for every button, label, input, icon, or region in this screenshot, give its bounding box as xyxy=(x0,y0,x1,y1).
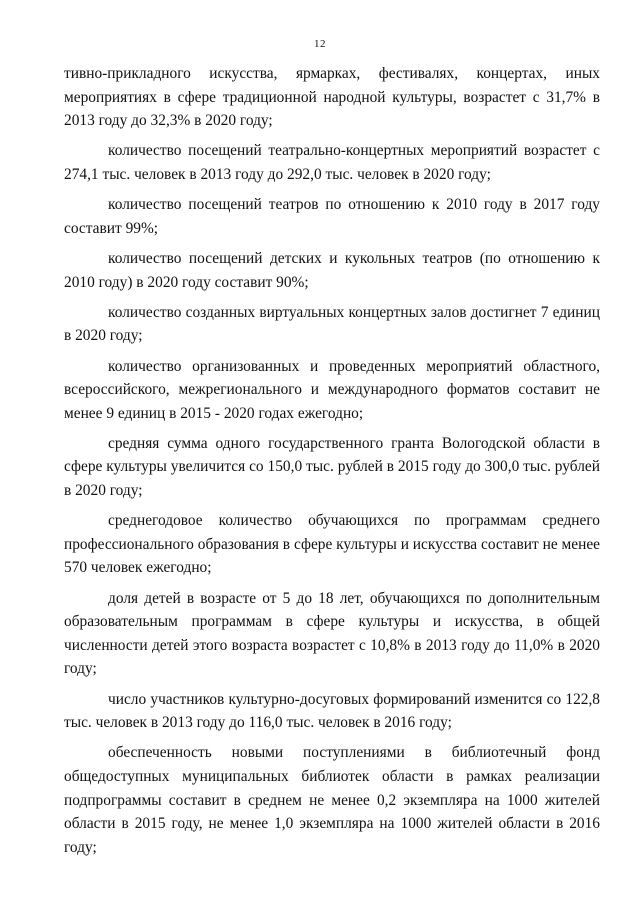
paragraph-students-count: среднегодовое количество обучающихся по программам среднего профессионального образования в сфере культуры и искусства составит не менее 570 человек ежегодно; xyxy=(64,512,600,577)
paragraph-library-fund: обеспеченность новыми поступлениями в библиотечный фонд общедоступных муниципальных библиотек области в рамках реализации подпрограммы составит в среднем не менее 0,2 экземпляра на 1000 жителей области в 2015 году, не менее 1,0 экземпляра на 1000 жителей области в 2016 году; xyxy=(64,744,600,856)
paragraph-leisure-participants: число участников культурно-досуговых формирований изменится со 122,8 тыс. человек в 2013 году до 116,0 тыс. человек в 2016 году; xyxy=(64,690,600,732)
paragraph-children-theatres: количество посещений детских и кукольных театров (по отношению к 2010 году) в 2020 году составит 90%; xyxy=(64,249,600,291)
paragraph-virtual-concert-halls: количество созданных виртуальных концертных залов достигнет 7 единиц в 2020 году; xyxy=(64,303,600,345)
paragraph-events-count: количество организованных и проведенных мероприятий областного, всероссийского, межрегионального и международного форматов составит не менее 9 единиц в 2015 - 2020 годах ежегодно; xyxy=(64,357,600,422)
page-number: 12 xyxy=(314,38,326,50)
paragraph-theatre-concert-visits: количество посещений театрально-концертных мероприятий возрастет с 274,1 тыс. человек в 2013 году до 292,0 тыс. человек в 2020 году; xyxy=(64,142,600,183)
paragraph-grant-amount: средняя сумма одного государственного гранта Вологодской области в сфере культуры увеличится со 150,0 тыс. рублей в 2015 году до 300,0 тыс. рублей в 2020 году; xyxy=(64,434,600,500)
paragraph-continuation: тивно-прикладного искусства, ярмарках, фестивалях, концертах, иных мероприятиях в сфере традиционной народной культуры, возрастет с 31,7% в 2013 году до 32,3% в 2020 году; xyxy=(64,65,600,130)
document-body xyxy=(64,62,600,866)
paragraph-children-share: доля детей в возрасте от 5 до 18 лет, обучающихся по дополнительным образовательным программам в сфере культуры и искусства, в общей численности детей этого возраста возрастет с 10,8% в 2013 году до 11,0% в 2020 году; xyxy=(64,589,600,678)
paragraph-theatre-visits: количество посещений театров по отношению к 2010 году в 2017 году составит 99%; xyxy=(64,196,600,237)
